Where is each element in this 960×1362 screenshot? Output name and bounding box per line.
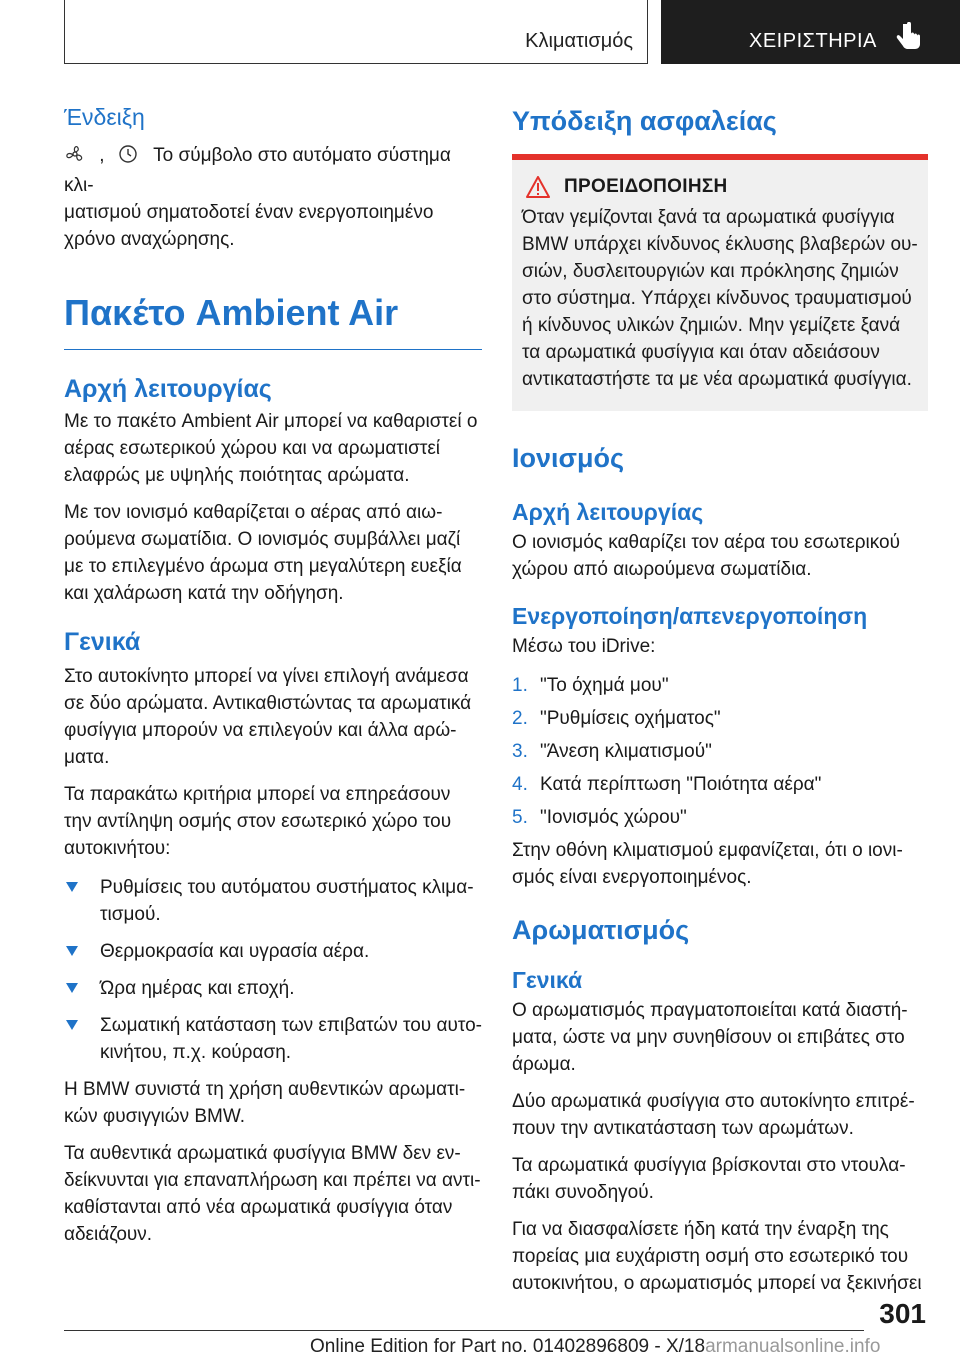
aroma-general-title: Γενικά	[512, 967, 583, 993]
aroma-paragraph-1: Ο αρωματισμός πραγματοποιείται κατά διαστήματα, ώστε να μην συνηθίσουν οι επιβάτες στο άρωμα.	[512, 1000, 908, 1075]
list-item: 2. "Ρυθμίσεις οχήματος"	[512, 708, 721, 729]
triangle-bullet-icon	[66, 1020, 78, 1030]
note-paragraph	[64, 142, 482, 253]
page-number: 301	[879, 1298, 926, 1329]
ambient-title: Πακέτο Ambient Air	[64, 292, 399, 333]
note-text-2: ματισμού σηματοδοτεί έναν ενεργοποιημένο	[64, 202, 434, 223]
list-item: Ρυθμίσεις του αυτόματου συστήματος κλιματισμού.	[64, 874, 482, 928]
aroma-title: Αρωματισμός	[512, 915, 690, 945]
right-column	[512, 100, 928, 1307]
aroma-paragraph-2: Δύο αρωματικά φυσίγγια στο αυτοκίνητο επιτρέπουν την αντικατάσταση των αρωμάτων.	[512, 1091, 915, 1139]
triangle-bullet-icon	[66, 882, 78, 892]
list-item: 1. "Το όχημά μου"	[512, 675, 669, 696]
note-text-3: χρόνο αναχώρησης.	[64, 229, 235, 250]
principle-title: Αρχή λειτουργίας	[64, 375, 272, 403]
general-paragraph-3: Η BMW συνιστά τη χρήση αυθεντικών αρωματικών φυσιγγιών BMW.	[64, 1079, 466, 1127]
note-separator: ,	[99, 145, 105, 166]
criteria-list	[64, 874, 482, 1066]
warning-box	[512, 154, 928, 411]
fan-icon	[64, 144, 86, 172]
activation-intro: Μέσω του iDrive:	[512, 636, 656, 657]
header-section-title: Κλιματισμός	[525, 30, 633, 52]
aroma-paragraph-4: Για να διασφαλίσετε ήδη κατά την έναρξη της πορείας μια ευχάριστη οσμή στο εσωτερικό του αυτοκινήτου, ο αρωματισμός μπορεί να ξεκινήσει	[512, 1219, 922, 1294]
safety-title: Υπόδειξη ασφαλείας	[512, 106, 777, 136]
footer-edition	[310, 1336, 880, 1358]
principle-paragraph-1: Με το πακέτο Ambient Air μπορεί να καθαριστεί ο αέρας εσωτερικού χώρου και να αρωματιστεί ελαφρώς με υψηλής ποιότητας αρώματα.	[64, 411, 478, 486]
triangle-bullet-icon	[66, 983, 78, 993]
list-item: Ώρα ημέρας και εποχή.	[64, 975, 482, 1002]
watermark-text: armanualsonline.info	[705, 1336, 881, 1357]
ambient-title-rule	[64, 349, 482, 350]
activation-steps	[512, 672, 928, 831]
ionization-title: Ιονισμός	[512, 443, 625, 473]
general-paragraph-4: Τα αυθεντικά αρωματικά φυσίγγια BMW δεν ενδείκνυνται για επαναπλήρωση και πρέπει να αντικαθίστανται από νέα αρωματικά φυσίγγια όταν αδειάζουν.	[64, 1143, 481, 1245]
list-item: Θερμοκρασία και υγρασία αέρα.	[64, 938, 482, 965]
triangle-bullet-icon	[66, 946, 78, 956]
header-section-box	[64, 0, 648, 64]
aroma-paragraph-3: Τα αρωματικά φυσίγγια βρίσκονται στο ντουλαπάκι συνοδηγού.	[512, 1155, 906, 1203]
ion-principle-title: Αρχή λειτουργίας	[512, 499, 704, 525]
principle-paragraph-2: Με τον ιονισμό καθαρίζεται ο αέρας από αιωρούμενα σωματίδια. Ο ιονισμός συμβάλλει μαζί με το επιλεγμένο άρωμα στη μεγαλύτερη ευεξία και χαλάρωση κατά την οδήγηση.	[64, 502, 462, 604]
header-chapter-box	[661, 0, 960, 64]
list-item: 4. Κατά περίπτωση "Ποιότητα αέρα"	[512, 774, 822, 795]
ion-principle-paragraph: Ο ιονισμός καθαρίζει τον αέρα του εσωτερικού χώρου από αιωρούμενα σωματίδια.	[512, 532, 900, 580]
warning-header	[526, 176, 918, 198]
activation-paragraph: Στην οθόνη κλιματισμού εμφανίζεται, ότι ο ιονισμός είναι ενεργοποιημένος.	[512, 840, 903, 888]
activation-title: Ενεργοποίηση/απενεργοποίηση	[512, 603, 868, 629]
clock-icon	[118, 144, 138, 172]
general-paragraph-2: Τα παρακάτω κριτήρια μπορεί να επηρεάσουν την αντίληψη οσμής στον εσωτερικό χώρο του αυτοκινήτου:	[64, 784, 452, 859]
left-column	[64, 100, 482, 1258]
note-title: Ένδειξη	[64, 104, 145, 130]
header-chapter-title: ΧΕΙΡΙΣΤΗΡΙΑ	[749, 30, 877, 52]
list-item: Σωματική κατάσταση των επιβατών του αυτοκινήτου, π.χ. κούραση.	[64, 1012, 482, 1066]
hand-pointer-icon	[895, 22, 925, 52]
list-item: 5. "Ιονισμός χώρου"	[512, 807, 687, 828]
list-item: 3. "Άνεση κλιματισμού"	[512, 741, 712, 762]
warning-triangle-icon	[526, 176, 550, 198]
edition-text: Online Edition for Part no. 01402896809 - X/18	[310, 1336, 706, 1357]
footer-rule	[64, 1330, 864, 1331]
general-paragraph-1: Στο αυτοκίνητο μπορεί να γίνει επιλογή ανάμεσα σε δύο αρώματα. Αντικαθιστώντας τα αρωματικά φυσίγγια μπορούν να επιλεγούν και άλλα αρώματα.	[64, 666, 472, 768]
note-text-1: Το σύμβολο στο αυτόματο σύστημα κλι-	[64, 145, 451, 196]
warning-text: Όταν γεμίζονται ξανά τα αρωματικά φυσίγγια BMW υπάρχει κίνδυνος έκλυσης βλαβερών ουσιών, δυσλειτουργιών και πρόκλησης ζημιών στο σύστημα. Υπάρχει κίνδυνος τραυματισμού ή κίνδυνος υλικών ζημιών. Μην γεμίζετε ξανά τα αρωματικά φυσίγγια και όταν αδειάσουν αντικαταστήστε τα με νέα αρωματικά φυσίγγια.	[522, 207, 918, 390]
general-title: Γενικά	[64, 628, 141, 656]
warning-label: ΠΡΟΕΙΔΟΠΟΙΗΣΗ	[564, 176, 728, 197]
